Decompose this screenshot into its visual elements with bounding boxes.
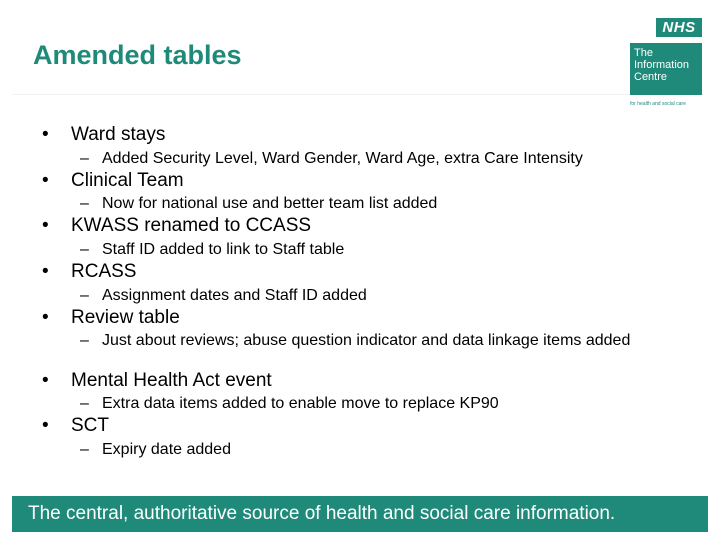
sub-bullet-text: Now for national use and better team list added (102, 195, 438, 212)
slide-title: Amended tables (33, 40, 242, 70)
sub-bullet-text: Extra data items added to enable move to replace KP90 (102, 395, 499, 412)
bullet-marker: • (42, 307, 49, 328)
org-name-block (630, 43, 702, 95)
logo-tagline: for health and social care (630, 101, 686, 107)
bullet-text: Ward stays (71, 124, 166, 145)
bullet-marker: • (42, 370, 49, 391)
footer-banner-text: The central, authoritative source of health and social care information. (28, 503, 616, 524)
title-divider (12, 94, 704, 95)
bullet-text: Review table (71, 307, 180, 328)
sub-bullet-marker: – (80, 395, 89, 412)
org-name-line: Centre (634, 71, 668, 83)
bullet-marker: • (42, 215, 49, 236)
sub-bullet-text: Expiry date added (102, 441, 231, 458)
org-name-line: Information (634, 59, 690, 71)
bullet-marker: • (42, 415, 49, 436)
bullet-text: KWASS renamed to CCASS (71, 215, 312, 236)
bullet-marker: • (42, 170, 49, 191)
bullet-text: SCT (71, 415, 109, 436)
sub-bullet-marker: – (80, 195, 89, 212)
nhs-logo: NHS (656, 18, 702, 37)
bullet-marker: • (42, 261, 49, 282)
footer-banner (12, 496, 708, 532)
sub-bullet-marker: – (80, 441, 89, 458)
sub-bullet-marker: – (80, 332, 89, 349)
sub-bullet-marker: – (80, 150, 89, 167)
sub-bullet-marker: – (80, 241, 89, 258)
sub-bullet-text: Just about reviews; abuse question indicator and data linkage items added (102, 332, 631, 349)
bullet-text: Mental Health Act event (71, 370, 272, 391)
sub-bullet-marker: – (80, 287, 89, 304)
sub-bullet-text: Assignment dates and Staff ID added (102, 287, 367, 304)
sub-bullet-text: Added Security Level, Ward Gender, Ward Age, extra Care Intensity (102, 150, 583, 167)
bullet-text: Clinical Team (71, 170, 184, 191)
bullet-marker: • (42, 124, 49, 145)
org-name-line: The (634, 47, 653, 59)
sub-bullet-text: Staff ID added to link to Staff table (102, 241, 345, 258)
bullet-text: RCASS (71, 261, 137, 282)
